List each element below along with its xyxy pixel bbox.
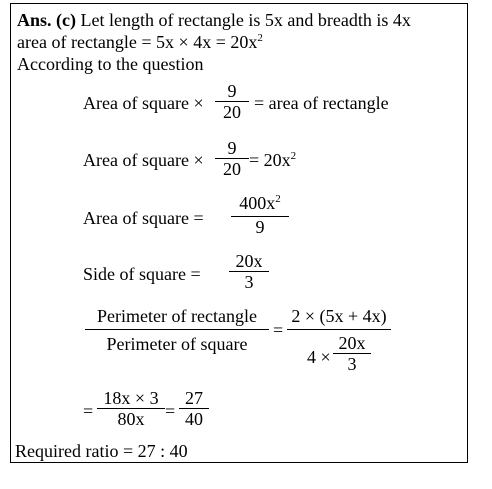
eq4-left: Side of square = [83, 264, 201, 284]
eq3-denominator: 9 [255, 217, 265, 237]
eq1-denominator: 20 [223, 102, 241, 122]
eq5-denominator: Perimeter of square [106, 334, 248, 354]
eq5-inner-fraction [333, 333, 371, 374]
eq6-fraction-1 [97, 388, 165, 429]
eq6-fraction-2 [179, 388, 209, 429]
eq5-fraction [85, 306, 269, 354]
eq6-numerator-2: 27 [185, 388, 203, 408]
eq2-denominator: 20 [223, 159, 241, 179]
eq6-numerator-1: 18x × 3 [103, 388, 159, 408]
eq3-fraction [231, 193, 289, 237]
eq5-inner-denominator: 3 [347, 354, 357, 374]
eq1-left: Area of square × [83, 93, 204, 113]
eq5-inner-numerator: 20x [338, 333, 366, 353]
area-exponent: 2 [257, 32, 263, 44]
eq2-right-line [249, 150, 296, 173]
eq1-fraction [215, 81, 249, 122]
eq2-exponent: 2 [290, 150, 297, 162]
eq4-denominator: 3 [244, 272, 254, 292]
eq3-numerator: 400x [239, 193, 276, 213]
eq3-numerator-line [231, 193, 289, 216]
eq6-equals: = [83, 401, 94, 421]
answer-option: (c) [56, 10, 76, 30]
fraction-bar [85, 329, 269, 330]
according-line: According to the question [17, 54, 204, 74]
eq1-right: = area of rectangle [254, 93, 389, 113]
answer-statement: Let length of rectangle is 5x and breadth is 4x [80, 10, 411, 30]
eq5-numerator: Perimeter of rectangle [97, 306, 257, 326]
eq5-right-fraction [287, 306, 391, 330]
eq1-numerator: 9 [227, 81, 237, 101]
area-of-rectangle-text: area of rectangle = 5x × 4x = 20x [17, 32, 258, 52]
eq2-numerator: 9 [227, 138, 237, 158]
eq6-equals-2: = [165, 401, 176, 421]
eq5-right-denominator-prefix: 4 × [307, 347, 331, 367]
eq3-exponent: 2 [275, 193, 281, 205]
eq4-numerator: 20x [235, 251, 263, 271]
answer-label: Ans. [17, 10, 52, 30]
answer-box [10, 3, 468, 463]
eq2-left: Area of square × [83, 150, 204, 170]
eq6-denominator-1: 80x [117, 409, 145, 429]
required-ratio: Required ratio = 27 : 40 [15, 441, 188, 461]
eq2-right: = 20x [249, 150, 291, 170]
eq5-right-numerator: 2 × (5x + 4x) [291, 306, 387, 326]
area-of-rectangle-line [17, 32, 263, 55]
eq5-equals: = [273, 320, 284, 340]
answer-line [17, 10, 411, 30]
eq4-fraction [229, 251, 269, 292]
fraction-bar [287, 329, 391, 330]
eq6-denominator-2: 40 [185, 409, 203, 429]
eq2-fraction [215, 138, 249, 179]
eq3-left: Area of square = [83, 208, 204, 228]
